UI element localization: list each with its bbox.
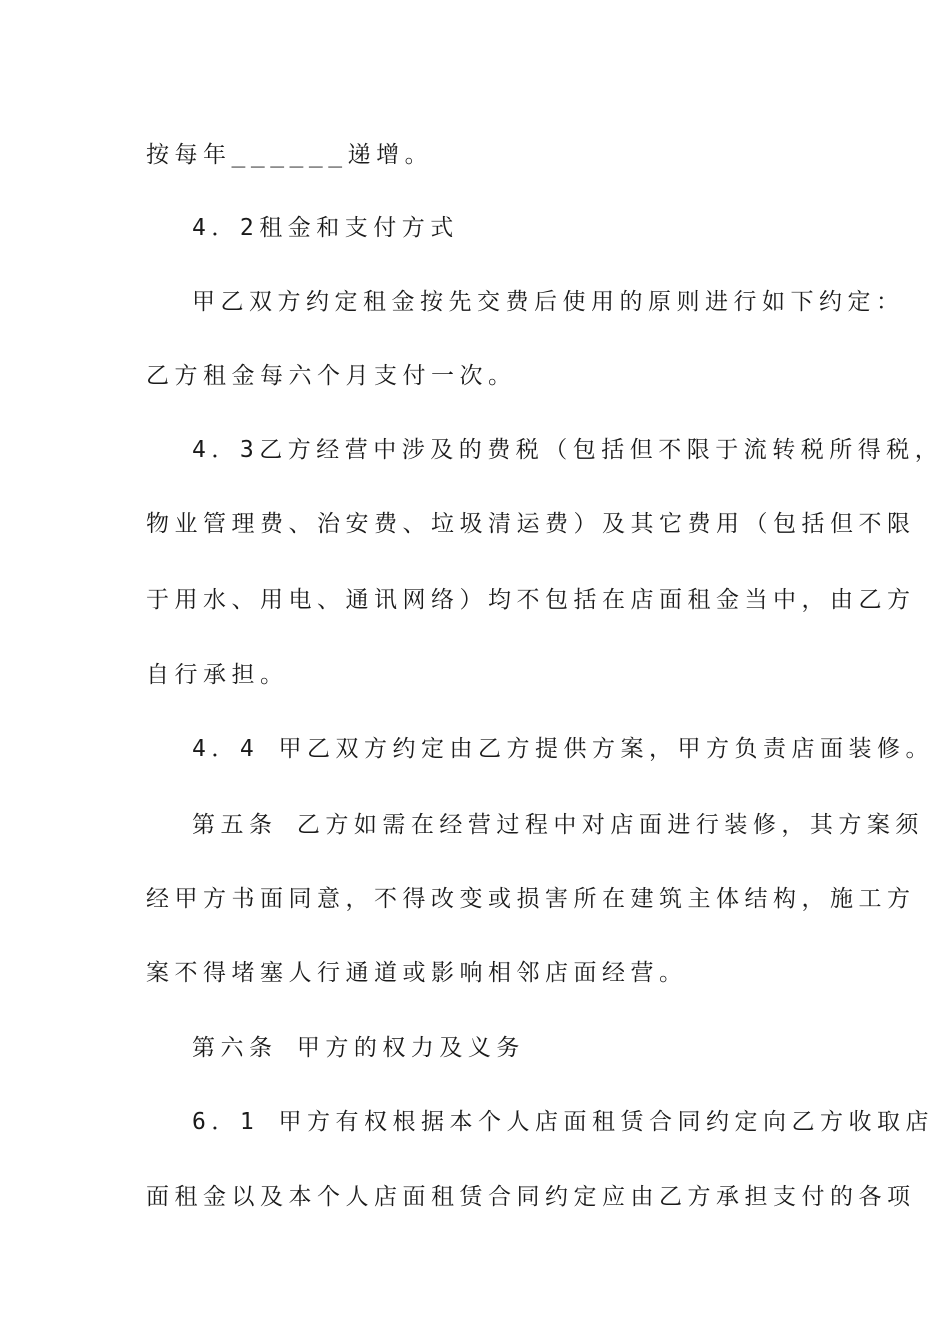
text-line: 乙方租金每六个月支付一次。 [146,363,517,389]
text-line: 4．4 甲乙双方约定由乙方提供方案，甲方负责店面装修。 [192,736,935,762]
text-line: 物业管理费、治安费、垃圾清运费）及其它费用（包括但不限 [146,511,916,537]
section-heading: 4．2租金和支付方式 [192,215,459,241]
text-line: 于用水、用电、通讯网络）均不包括在店面租金当中，由乙方 [146,587,916,613]
text-line: 自行承担。 [146,662,289,688]
text-line: 案不得堵塞人行通道或影响相邻店面经营。 [146,960,688,986]
article-heading: 第五条 乙方如需在经营过程中对店面进行装修，其方案须 [192,812,924,838]
text-line: 按每年______递增。 [146,142,434,168]
text-line: 6．1 甲方有权根据本个人店面租赁合同约定向乙方收取店 [192,1109,935,1135]
text-line: 4．3乙方经营中涉及的费税（包括但不限于流转税所得税， [192,437,944,463]
text-line: 经甲方书面同意，不得改变或损害所在建筑主体结构，施工方 [146,886,916,912]
text-line: 面租金以及本个人店面租赁合同约定应由乙方承担支付的各项 [146,1184,916,1210]
text-line: 甲乙双方约定租金按先交费后使用的原则进行如下约定： [192,289,905,315]
article-heading: 第六条 甲方的权力及义务 [192,1035,525,1061]
